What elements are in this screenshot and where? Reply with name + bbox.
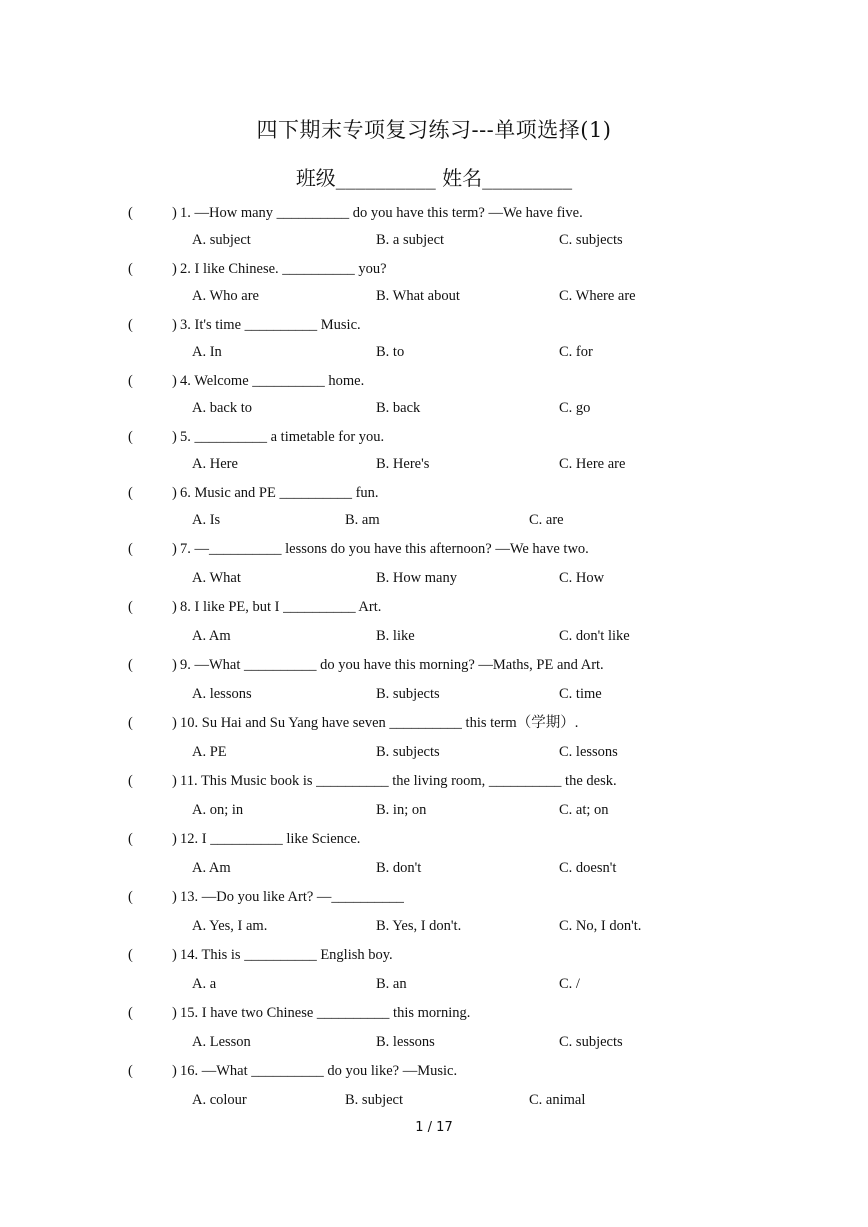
answer-paren-open: (: [128, 599, 133, 615]
answer-paren-close: ): [172, 205, 177, 221]
question-item: [128, 202, 688, 258]
option-b: B. am: [345, 512, 380, 528]
option-b: B. back: [376, 400, 421, 416]
page-title: 四下期末专项复习练习---单项选择(1): [256, 118, 612, 142]
answer-paren-close: ): [172, 773, 177, 789]
option-a: A. Lesson: [192, 1034, 251, 1050]
option-a: A. What: [192, 570, 241, 586]
option-a: A. a: [192, 976, 217, 992]
option-b: B. a subject: [376, 232, 445, 248]
question-line: [128, 202, 688, 229]
question-line: [128, 314, 688, 341]
option-a: A. Who are: [192, 288, 259, 304]
option-b: B. lessons: [376, 1034, 435, 1050]
option-row: [128, 1031, 688, 1060]
answer-paren-close: ): [172, 715, 177, 731]
answer-paren-open: (: [128, 715, 133, 731]
answer-paren-close: ): [172, 1005, 177, 1021]
option-c: C. animal: [529, 1092, 586, 1108]
answer-paren-close: ): [172, 317, 177, 333]
answer-paren-close: ): [172, 831, 177, 847]
option-c: C. go: [559, 400, 591, 416]
answer-paren-open: (: [128, 541, 133, 557]
question-item: [128, 654, 688, 712]
question-item: [128, 538, 688, 596]
question-line: [128, 944, 688, 973]
option-c: C. No, I don't.: [559, 918, 642, 934]
option-row: [128, 285, 688, 314]
option-a: A. Here: [192, 456, 238, 472]
option-b: B. don't: [376, 860, 422, 876]
option-c: C. time: [559, 686, 602, 702]
option-c: C. subjects: [559, 232, 623, 248]
question-line: [128, 370, 688, 397]
option-a: A. In: [192, 344, 222, 360]
option-c: C. /: [559, 976, 580, 992]
option-a: A. subject: [192, 232, 251, 248]
option-c: C. for: [559, 344, 593, 360]
option-row: [128, 799, 688, 828]
option-row: [128, 341, 688, 370]
option-b: B. What about: [376, 288, 460, 304]
question-stem: 14. This is __________ English boy.: [180, 947, 393, 963]
answer-paren-open: (: [128, 773, 133, 789]
option-row: [128, 509, 688, 538]
answer-paren-open: (: [128, 429, 133, 445]
option-a: A. on; in: [192, 802, 244, 818]
question-line: [128, 538, 688, 567]
option-c: C. don't like: [559, 628, 630, 644]
answer-paren-close: ): [172, 261, 177, 277]
option-row: [128, 567, 688, 596]
answer-paren-open: (: [128, 485, 133, 501]
question-stem: 16. —What __________ do you like? —Music.: [180, 1063, 458, 1079]
answer-paren-open: (: [128, 831, 133, 847]
question-item: [128, 596, 688, 654]
answer-paren-open: (: [128, 1063, 133, 1079]
question-stem: 15. I have two Chinese __________ this morning.: [180, 1005, 471, 1021]
option-row: [128, 397, 688, 426]
option-a: A. Am: [192, 628, 231, 644]
option-c: C. are: [529, 512, 564, 528]
question-item: [128, 828, 688, 886]
question-line: [128, 1060, 688, 1089]
question-stem: 2. I like Chinese. __________ you?: [180, 261, 387, 277]
question-item: [128, 370, 688, 426]
option-b: B. Here's: [376, 456, 430, 472]
question-stem: 8. I like PE, but I __________ Art.: [180, 599, 382, 615]
question-item: [128, 944, 688, 1002]
option-row: [128, 453, 688, 482]
answer-paren-open: (: [128, 657, 133, 673]
question-stem: 3. It's time __________ Music.: [180, 317, 361, 333]
option-row: [128, 973, 688, 1002]
option-c: C. Where are: [559, 288, 636, 304]
option-a: A. Is: [192, 512, 221, 528]
option-a: A. back to: [192, 400, 252, 416]
option-b: B. to: [376, 344, 405, 360]
question-item: [128, 426, 688, 482]
option-row: [128, 625, 688, 654]
option-b: B. subjects: [376, 744, 440, 760]
question-item: [128, 314, 688, 370]
question-list: [128, 202, 688, 1118]
option-b: B. How many: [376, 570, 457, 586]
option-b: B. subjects: [376, 686, 440, 702]
answer-paren-open: (: [128, 889, 133, 905]
question-stem: 6. Music and PE __________ fun.: [180, 485, 379, 501]
answer-paren-close: ): [172, 485, 177, 501]
option-c: C. lessons: [559, 744, 618, 760]
question-line: [128, 712, 688, 741]
answer-paren-open: (: [128, 947, 133, 963]
question-stem: 7. —__________ lessons do you have this afternoon? —We have two.: [180, 541, 589, 557]
option-row: [128, 1089, 688, 1118]
question-line: [128, 482, 688, 509]
question-line: [128, 886, 688, 915]
answer-paren-close: ): [172, 541, 177, 557]
option-c: C. at; on: [559, 802, 609, 818]
question-line: [128, 596, 688, 625]
option-row: [128, 741, 688, 770]
option-a: A. Yes, I am.: [192, 918, 268, 934]
question-item: [128, 770, 688, 828]
answer-paren-open: (: [128, 317, 133, 333]
question-item: [128, 712, 688, 770]
answer-paren-close: ): [172, 1063, 177, 1079]
answer-paren-close: ): [172, 947, 177, 963]
question-item: [128, 258, 688, 314]
answer-paren-open: (: [128, 1005, 133, 1021]
question-line: [128, 258, 688, 285]
answer-paren-open: (: [128, 373, 133, 389]
question-stem: 12. I __________ like Science.: [180, 831, 361, 847]
answer-paren-close: ): [172, 889, 177, 905]
question-stem: 10. Su Hai and Su Yang have seven __________ this term（学期）.: [180, 715, 579, 731]
question-stem: 4. Welcome __________ home.: [180, 373, 365, 389]
question-stem: 5. __________ a timetable for you.: [180, 429, 385, 445]
question-stem: 13. —Do you like Art? —__________: [180, 889, 404, 905]
option-b: B. subject: [345, 1092, 403, 1108]
option-row: [128, 683, 688, 712]
option-a: A. Am: [192, 860, 231, 876]
class-name-line: 班级__________ 姓名_________: [295, 166, 573, 190]
question-item: [128, 1002, 688, 1060]
question-line: [128, 426, 688, 453]
page-number: 1 / 17: [415, 1120, 453, 1135]
question-stem: 1. —How many __________ do you have this term? —We have five.: [180, 205, 583, 221]
answer-paren-close: ): [172, 657, 177, 673]
option-a: A. colour: [192, 1092, 247, 1108]
option-a: A. PE: [192, 744, 227, 760]
option-b: B. like: [376, 628, 415, 644]
option-row: [128, 857, 688, 886]
answer-paren-close: ): [172, 599, 177, 615]
option-a: A. lessons: [192, 686, 252, 702]
question-line: [128, 828, 688, 857]
answer-paren-close: ): [172, 429, 177, 445]
question-item: [128, 482, 688, 538]
question-line: [128, 770, 688, 799]
option-b: B. Yes, I don't.: [376, 918, 462, 934]
question-stem: 11. This Music book is __________ the living room, __________ the desk.: [180, 773, 617, 789]
option-b: B. an: [376, 976, 407, 992]
answer-paren-close: ): [172, 373, 177, 389]
option-c: C. How: [559, 570, 605, 586]
option-b: B. in; on: [376, 802, 427, 818]
answer-paren-open: (: [128, 205, 133, 221]
question-line: [128, 654, 688, 683]
option-c: C. doesn't: [559, 860, 617, 876]
question-stem: 9. —What __________ do you have this morning? —Maths, PE and Art.: [180, 657, 604, 673]
option-c: C. Here are: [559, 456, 626, 472]
question-item: [128, 886, 688, 944]
option-c: C. subjects: [559, 1034, 623, 1050]
question-item: [128, 1060, 688, 1118]
question-line: [128, 1002, 688, 1031]
option-row: [128, 915, 688, 944]
option-row: [128, 229, 688, 258]
answer-paren-open: (: [128, 261, 133, 277]
